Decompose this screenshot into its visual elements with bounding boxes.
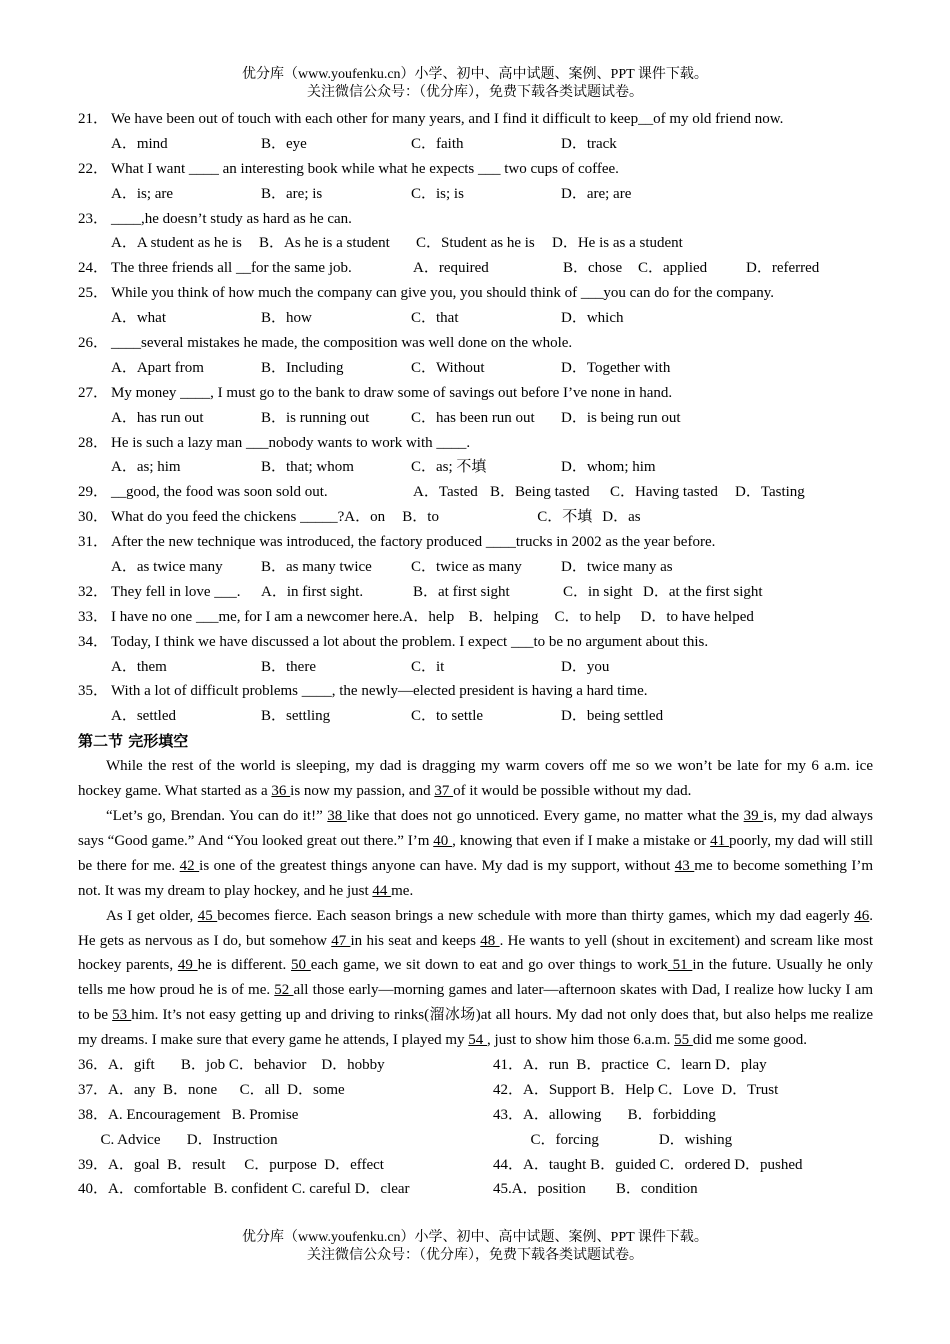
section-title: 第二节 完形填空 (78, 732, 189, 751)
option-b[interactable]: B．at first sight (413, 583, 510, 600)
option-c[interactable]: C．不填 (537, 509, 593, 526)
options-34 (78, 655, 873, 680)
page-footer (0, 1229, 950, 1265)
passage-text: me. (391, 882, 414, 899)
cloze-option-44[interactable]: 44．A．taught B．guided C．ordered D．pushed (493, 1156, 803, 1173)
blank-36[interactable]: 36 (271, 783, 291, 800)
blank-52[interactable]: 52 (274, 982, 294, 999)
blank-48[interactable]: 48 (480, 932, 500, 949)
option-d[interactable]: D．at the first sight (643, 583, 763, 600)
page-header (0, 66, 950, 102)
question-number: 25． (78, 285, 109, 302)
blank-50[interactable]: 50 (291, 957, 311, 974)
passage-text: of it would be possible without my dad. (453, 783, 692, 800)
option-a[interactable]: A．what (111, 310, 166, 327)
question-stem: The three friends all __for the same job. (111, 260, 352, 277)
question-30 (78, 505, 873, 530)
question-stem: __good, the food was soon sold out. (111, 484, 328, 501)
blank-54[interactable]: 54 (468, 1032, 488, 1049)
options-21 (78, 132, 873, 157)
question-number: 33． (78, 608, 109, 625)
option-c[interactable]: C．to settle (411, 708, 484, 725)
question-number: 22． (78, 160, 109, 177)
option-d[interactable]: D．to have helped (640, 608, 754, 625)
header-line-1: 优分库（www.youfenku.cn）小学、初中、高中试题、案例、PPT 课件下载。 (242, 67, 708, 82)
cloze-paragraph-1 (78, 754, 873, 804)
option-b[interactable]: B．are; is (261, 185, 323, 202)
blank-44[interactable]: 44 (372, 882, 392, 899)
footer-line-1: 优分库（www.youfenku.cn）小学、初中、高中试题、案例、PPT 课件下载。 (242, 1230, 708, 1245)
passage-text: is now my passion, and (290, 783, 435, 800)
option-d[interactable]: D．which (561, 310, 624, 327)
option-a[interactable]: A．Tasted (413, 484, 478, 501)
option-a[interactable]: A．has run out (111, 409, 204, 426)
option-a[interactable]: A．as; him (111, 459, 181, 476)
option-c[interactable]: C．Student as he is (416, 235, 535, 252)
cloze-options-right (493, 1053, 888, 1202)
cloze-option-38[interactable]: 38．A. Encouragement B. Promise (78, 1106, 299, 1123)
option-c[interactable]: C．is; is (411, 185, 464, 202)
question-number: 29． (78, 484, 109, 501)
option-b[interactable]: B．eye (261, 135, 307, 152)
option-a[interactable]: A．as twice many (111, 559, 223, 576)
passage-text: is, my dad always says “Good game.” And “You looked great out there.” I’m (78, 807, 874, 849)
option-d[interactable]: D．being settled (561, 708, 664, 725)
question-35 (78, 679, 873, 704)
option-c[interactable]: C．that (411, 310, 459, 327)
cloze-option-43-cont[interactable]: C．forcing D．wishing (493, 1131, 733, 1148)
option-d[interactable]: D．referred (746, 260, 820, 277)
cloze-options-left (78, 1053, 473, 1202)
question-stem: He is such a lazy man ___nobody wants to work with ____. (111, 434, 471, 451)
cloze-paragraph-3 (78, 904, 873, 1053)
option-d[interactable]: D．is being run out (561, 409, 681, 426)
option-d[interactable]: D．you (561, 658, 610, 675)
passage-text: becomes fierce. Each season brings a new schedule with more than thirty games, which my dad eagerly (217, 907, 855, 924)
options-26 (78, 356, 873, 381)
question-stem: With a lot of difficult problems ____, the newly—elected president is having a hard time. (111, 683, 648, 700)
options-27 (78, 406, 873, 431)
question-number: 31． (78, 534, 109, 551)
options-25 (78, 306, 873, 331)
option-b[interactable]: B．how (261, 310, 312, 327)
question-21 (78, 107, 873, 132)
option-d[interactable]: D．Together with (561, 359, 671, 376)
cloze-option-36[interactable]: 36．A．gift B．job C．behavior D．hobby (78, 1057, 385, 1074)
option-d[interactable]: D．whom; him (561, 459, 656, 476)
question-number: 23． (78, 210, 109, 227)
passage-text: As I get older, (106, 907, 198, 924)
question-32 (78, 580, 873, 605)
cloze-option-39[interactable]: 39．A．goal B．result C．purpose D．effect (78, 1156, 384, 1173)
blank-51[interactable]: 51 (667, 957, 693, 974)
options-23 (78, 231, 873, 256)
question-stem: Today, I think we have discussed a lot about the problem. I expect ___to be no argument about this. (111, 633, 709, 650)
question-number: 26． (78, 335, 109, 352)
cloze-option-40[interactable]: 40．A．comfortable B. confident C. careful D．clear (78, 1181, 410, 1198)
cloze-option-41[interactable]: 41．A．run B．practice C．learn D．play (493, 1057, 767, 1074)
option-b[interactable]: B．as many twice (261, 559, 372, 576)
option-b[interactable]: B．Being tasted (490, 484, 590, 501)
blank-37[interactable]: 37 (434, 783, 454, 800)
passage-text: each game, we sit down to eat and go over things to work (310, 957, 668, 974)
option-d[interactable]: D．are; are (561, 185, 632, 202)
passage-text: poorly, my dad will still be there for me. (78, 832, 874, 874)
question-stem: ____,he doesn’t study as hard as he can. (111, 210, 352, 227)
option-b[interactable]: B．settling (261, 708, 331, 725)
question-stem: We have been out of touch with each other for many years, and I find it difficult to keep__of my old friend now. (111, 111, 784, 127)
question-33 (78, 605, 873, 630)
option-a[interactable]: A．in first sight. (261, 583, 364, 600)
option-b[interactable]: B．helping (468, 608, 539, 625)
blank-39[interactable]: 39 (743, 807, 764, 824)
option-c[interactable]: C．to help (554, 608, 621, 625)
option-b[interactable]: B．that; whom (261, 459, 354, 476)
blank-41[interactable]: 41 (710, 832, 729, 849)
passage-text: is one of the greatest things anyone can have. My dad is my support, without (199, 857, 675, 874)
passage-text: like that does not go unnoticed. Every game, no matter what the (346, 807, 744, 824)
passage-text: him. It’s not easy getting up and driving to rinks(溜冰场)at all hours. My dad not only does that, but also helps me realize my dreams. I make sure that every game he attends, I played my (78, 1007, 873, 1049)
question-stem: After the new technique was introduced, the factory produced ____trucks in 2002 as the year before. (111, 534, 716, 551)
option-a[interactable]: A．on (344, 509, 386, 526)
option-a[interactable]: A．settled (111, 708, 176, 725)
question-29 (78, 480, 873, 505)
passage-text: “Let’s go, Brendan. You can do it!” (106, 807, 328, 824)
cloze-option-45[interactable]: 45.A．position B．condition (493, 1181, 698, 1198)
option-b[interactable]: B．chose (563, 260, 623, 277)
blank-42[interactable]: 42 (179, 857, 200, 874)
blank-47[interactable]: 47 (331, 932, 351, 949)
option-a[interactable]: A．Apart from (111, 359, 204, 376)
option-c[interactable]: C．it (411, 658, 445, 675)
option-a[interactable]: A．them (111, 658, 167, 675)
question-34 (78, 630, 873, 655)
blank-49[interactable]: 49 (177, 957, 198, 974)
option-b[interactable]: B．Including (261, 359, 344, 376)
question-27 (78, 381, 873, 406)
passage-text: did me some good. (692, 1032, 808, 1049)
passage-text: he is different. (197, 957, 292, 974)
options-31 (78, 555, 873, 580)
blank-53[interactable]: 53 (112, 1007, 132, 1024)
option-d[interactable]: D．as (602, 509, 641, 526)
option-c[interactable]: C．faith (411, 135, 464, 152)
option-b[interactable]: B．is running out (261, 409, 370, 426)
blank-38[interactable]: 38 (327, 807, 347, 824)
option-a[interactable]: A．A student as he is (111, 235, 242, 252)
question-number: 35． (78, 683, 109, 700)
question-number: 27． (78, 384, 109, 401)
question-number: 28． (78, 434, 109, 451)
options-28 (78, 455, 873, 480)
option-d[interactable]: D．He is as a student (552, 235, 683, 252)
option-c[interactable]: C．twice as many (411, 559, 522, 576)
header-line-2: 关注微信公众号：（优分库），免费下载各类试题试卷。 (307, 85, 643, 100)
option-c[interactable]: C．in sight (563, 583, 633, 600)
blank-43[interactable]: 43 (674, 857, 695, 874)
question-number: 30． (78, 509, 109, 526)
blank-55[interactable]: 55 (674, 1032, 693, 1049)
option-c[interactable]: C．as; 不填 (411, 459, 487, 476)
question-22 (78, 157, 873, 182)
cloze-option-43[interactable]: 43．A．allowing B．forbidding (493, 1106, 716, 1123)
blank-46[interactable]: 46 (854, 907, 870, 924)
question-number: 34． (78, 633, 109, 650)
option-a[interactable]: A．mind (111, 135, 168, 152)
question-28 (78, 431, 873, 456)
cloze-paragraph-2 (78, 804, 873, 904)
cloze-options (78, 1053, 873, 1203)
question-stem: What I want ____ an interesting book while what he expects ___ two cups of coffee. (111, 160, 619, 177)
question-stem: I have no one ___me, for I am a newcomer here. (111, 608, 403, 625)
question-stem: My money ____, I must go to the bank to draw some of savings out before I’ve none in hand. (111, 384, 673, 401)
question-26 (78, 331, 873, 356)
question-stem: They fell in love ___. (111, 583, 241, 600)
question-31 (78, 530, 873, 555)
option-b[interactable]: B．to (402, 509, 439, 526)
option-b[interactable]: B．there (261, 658, 316, 675)
option-c[interactable]: C．Having tasted (610, 484, 718, 501)
option-a[interactable]: A．help (402, 608, 455, 625)
passage-text: in his seat and keeps (350, 932, 481, 949)
option-c[interactable]: C．applied (638, 260, 708, 277)
question-23 (78, 207, 873, 232)
question-25 (78, 281, 873, 306)
cloze-option-42[interactable]: 42．A．Support B．Help C．Love D．Trust (493, 1081, 779, 1098)
passage-text: While the rest of the world is sleeping, my dad is dragging my warm covers off me so we won’t be late for my 6 a.m. ice hockey game. What started as a (78, 758, 873, 800)
option-a[interactable]: A．is; are (111, 185, 174, 202)
exam-content (78, 107, 873, 1203)
question-number: 32． (78, 583, 109, 600)
option-c[interactable]: C．has been run out (411, 409, 535, 426)
blank-40[interactable]: 40 (433, 832, 453, 849)
question-number: 21． (78, 111, 109, 127)
question-stem: While you think of how much the company can give you, you should think of ___you can do for the company. (111, 285, 775, 302)
passage-text: . He wants to yell (shout in excitement) and scream like most hockey parents, (78, 932, 874, 974)
option-b[interactable]: B．As he is a student (259, 235, 390, 252)
cloze-option-38-cont[interactable]: C. Advice D．Instruction (78, 1131, 278, 1148)
option-c[interactable]: C．Without (411, 359, 485, 376)
option-d[interactable]: D．Tasting (735, 484, 805, 501)
passage-text: , just to show him those 6.a.m. (487, 1032, 675, 1049)
blank-45[interactable]: 45 (197, 907, 218, 924)
passage-text: in the future. Usually he only tells me how proud he is of me. (78, 957, 874, 999)
passage-text: . He gets as nervous as I do, but somehow (78, 907, 874, 949)
question-stem: What do you feed the chickens _____? (111, 509, 345, 526)
options-35 (78, 704, 873, 729)
footer-line-2: 关注微信公众号：（优分库），免费下载各类试题试卷。 (307, 1248, 643, 1263)
passage-text: , knowing that even if I make a mistake or (452, 832, 711, 849)
cloze-option-37[interactable]: 37．A．any B．none C．all D．some (78, 1081, 345, 1098)
question-number: 24． (78, 260, 109, 277)
options-22 (78, 182, 873, 207)
passage-text: all those early—morning games and later—afternoon skates with Dad, I realize how lucky I am to be (78, 982, 874, 1024)
passage-text: me to become something I’m not. It was my dream to play hockey, and he just (78, 857, 874, 899)
question-stem: ____several mistakes he made, the composition was well done on the whole. (111, 335, 573, 352)
question-24 (78, 256, 873, 281)
option-a[interactable]: A．required (413, 260, 489, 277)
option-d[interactable]: D．twice many as (561, 559, 673, 576)
option-d[interactable]: D．track (561, 135, 617, 152)
